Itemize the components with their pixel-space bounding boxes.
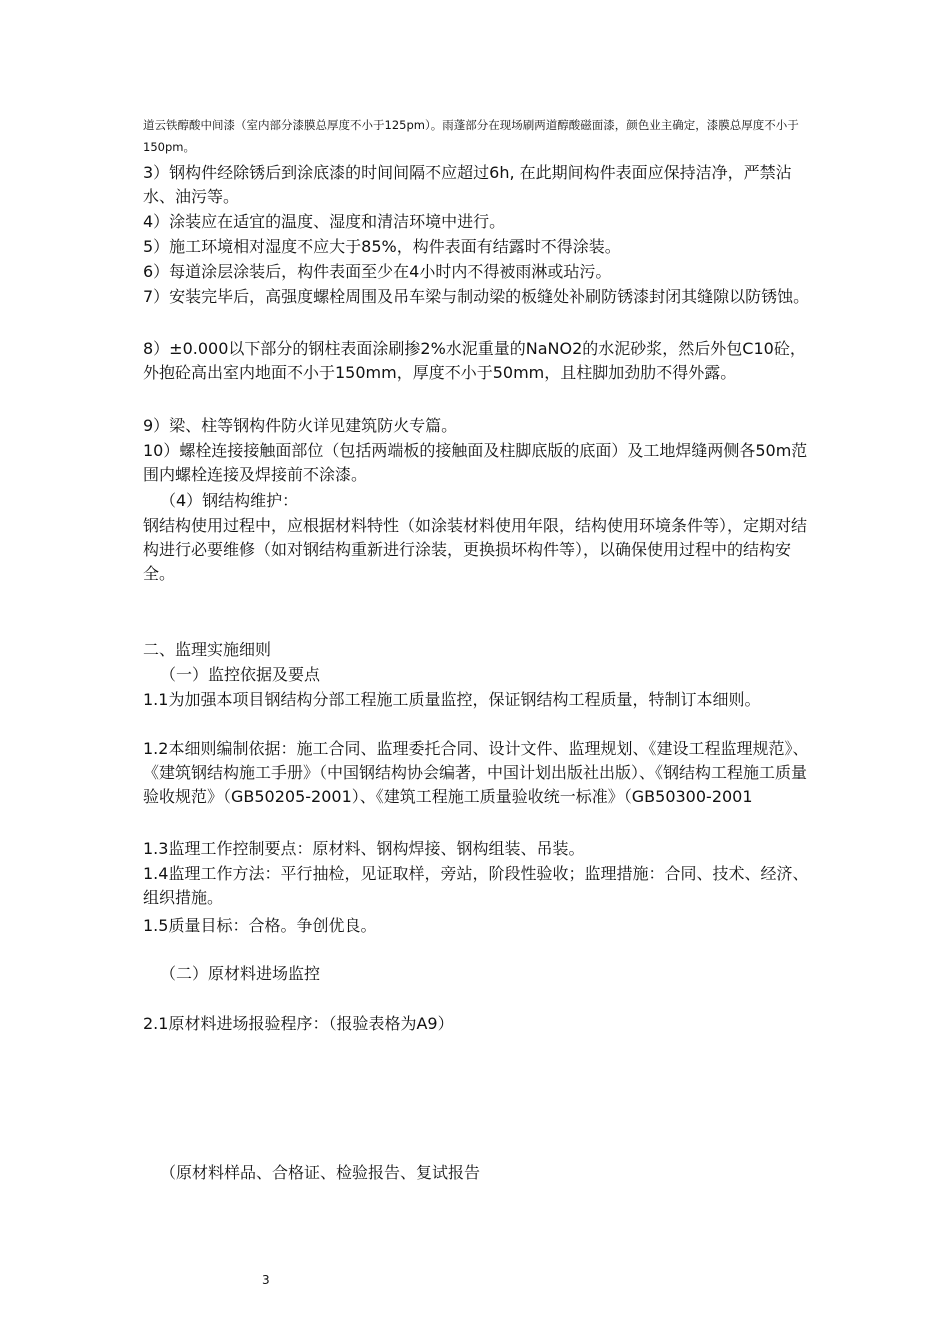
paragraph-1-4: 1.4监理工作方法：平行抽检，见证取样，旁站，阶段性验收；监理措施：合同、技术、经济、组织措施。	[143, 864, 809, 907]
paragraph-intro: 道云铁醇酸中间漆（室内部分漆膜总厚度不小于125pm）。雨蓬部分在现场刷两道醇酸磁面漆，颜色业主确定，漆膜总厚度不小于150pm。	[143, 118, 799, 154]
subheading-materials: （二）原材料进场监控	[160, 964, 321, 983]
item-8: 8）±0.000以下部分的钢柱表面涂刷掺2%水泥重量的NaNO2的水泥砂浆，然后外包C10砼，外抱砼高出室内地面不小于150mm，厚度不小于50mm，且柱脚加劲肋不得外露。	[143, 339, 806, 382]
paragraph-1-1: 1.1为加强本项目钢结构分部工程施工质量监控，保证钢结构工程质量，特制订本细则。	[143, 690, 761, 709]
item-6: 6）每道涂层涂装后，构件表面至少在4小时内不得被雨淋或玷污。	[143, 262, 612, 281]
paragraph-maintenance: 钢结构使用过程中，应根据材料特性（如涂装材料使用年限，结构使用环境条件等），定期对结构进行必要维修（如对钢结构重新进行涂装，更换损坏构件等），以确保使用过程中的结构安全。	[143, 516, 808, 583]
subheading-basis: （一）监控依据及要点	[160, 665, 321, 684]
item-7: 7）安装完毕后，高强度螺栓周围及吊车梁与制动梁的板缝处补刷防锈漆封闭其缝隙以防锈蚀。	[143, 287, 810, 306]
page-number: 3	[262, 1273, 270, 1287]
section-heading: 二、监理实施细则	[143, 640, 272, 659]
item-10: 10）螺栓连接接触面部位（包括两端板的接触面及柱脚底版的底面）及工地焊缝两侧各50m范围内螺栓连接及焊接前不涂漆。	[143, 441, 808, 484]
paragraph-1-3: 1.3监理工作控制要点：原材料、钢构焊接、钢构组装、吊装。	[143, 839, 585, 858]
paragraph-2-1: 2.1原材料进场报验程序：（报验表格为A9）	[143, 1014, 454, 1033]
item-3: 3）钢构件经除锈后到涂底漆的时间间隔不应超过6h, 在此期间构件表面应保持洁净，严禁沾水、油污等。	[143, 163, 792, 206]
paragraph-materials: （原材料样品、合格证、检验报告、复试报告	[160, 1163, 481, 1182]
item-5: 5）施工环境相对湿度不应大于85%，构件表面有结露时不得涂装。	[143, 237, 621, 256]
paragraph-1-2: 1.2本细则编制依据：施工合同、监理委托合同、设计文件、监理规划、《建设工程监理规范》、《建筑钢结构施工手册》（中国钢结构协会编著，中国计划出版社出版）、《钢结构工程施工质量验收规范》（GB50205-2001）、《建筑工程施工质量验收统一标准》（GB50300-2001	[143, 739, 809, 806]
paragraph-1-5: 1.5质量目标：合格。争创优良。	[143, 916, 377, 935]
item-4: 4）涂装应在适宜的温度、湿度和清洁环境中进行。	[143, 212, 506, 231]
item-9: 9）梁、柱等钢构件防火详见建筑防火专篇。	[143, 416, 458, 435]
subheading-maintenance: （4）钢结构维护：	[160, 491, 299, 510]
